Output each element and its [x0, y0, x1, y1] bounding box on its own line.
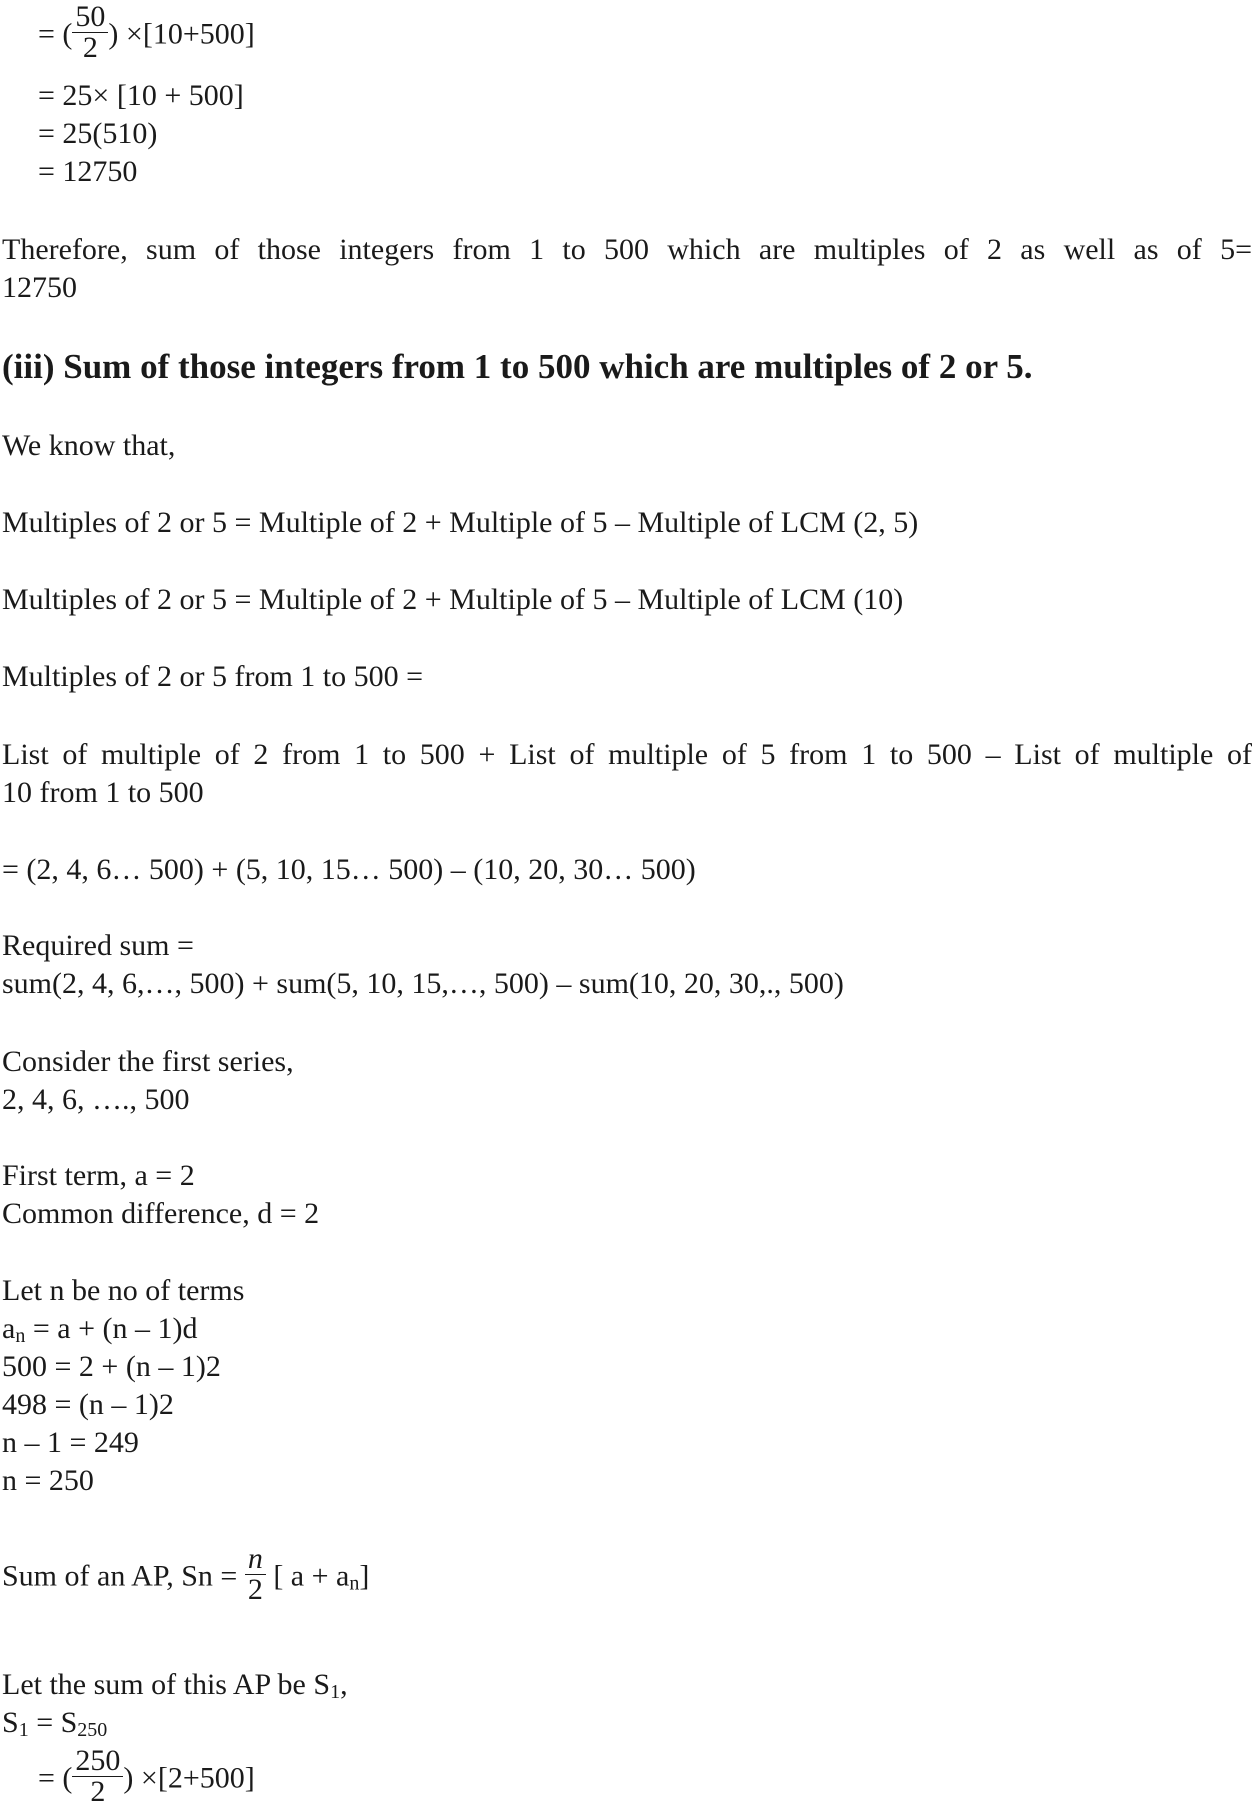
equation-step-4: n = 250	[2, 1464, 94, 1497]
sum-formula-bracket: [ a + a	[265, 1559, 350, 1593]
equation-step-2: 498 = (n – 1)2	[2, 1388, 174, 1421]
equation-step-1: 500 = 2 + (n – 1)2	[2, 1350, 221, 1383]
sum-formula-subscript: n	[349, 1572, 360, 1595]
fraction-50-over-2	[72, 2, 108, 63]
paragraph-list-line-2: 10 from 1 to 500	[2, 776, 204, 809]
term-subscript: n	[15, 1325, 26, 1347]
required-sum-expression: sum(2, 4, 6,…, 500) + sum(5, 10, 15,…, 500) – sum(10, 20, 30,., 500)	[2, 967, 844, 1000]
fraction-n-over-2	[245, 1544, 266, 1605]
fraction-numerator: n	[245, 1544, 266, 1575]
first-series-values: 2, 4, 6, …., 500	[2, 1083, 190, 1116]
eq-prefix: = (	[38, 1761, 73, 1795]
first-series-label: Consider the first series,	[2, 1045, 294, 1078]
s1-equals-s250	[2, 1705, 107, 1741]
sum-s1-comma: ,	[340, 1668, 348, 1701]
section-heading-iii: (iii) Sum of those integers from 1 to 500 which are multiples of 2 or 5.	[2, 347, 1033, 386]
eq-prefix: = (	[38, 17, 73, 51]
fraction-numerator: 250	[72, 1746, 123, 1777]
equation-last-line	[38, 1744, 255, 1811]
sum-of-ap-formula	[2, 1542, 370, 1609]
fraction-denominator: 2	[90, 1775, 106, 1808]
sum-s1-subscript: 1	[330, 1681, 341, 1703]
eq-suffix: ) ×[10+500]	[108, 17, 255, 51]
term-rest: = a + (n – 1)d	[25, 1312, 198, 1345]
sum-s1-text: Let the sum of this AP be S	[2, 1668, 331, 1701]
conclusion-line-1: Therefore, sum of those integers from 1 to 500 which are multiples of 2 as well as of 5=	[2, 233, 1252, 266]
s-subscript-250: 250	[77, 1719, 108, 1741]
sum-formula-label: Sum of an AP, Sn =	[2, 1559, 238, 1593]
equation-line-4: = 12750	[38, 155, 138, 188]
equation-line-2: = 25× [10 + 500]	[38, 79, 244, 112]
term-symbol: a	[2, 1312, 16, 1345]
s-symbol: S	[2, 1706, 19, 1739]
equation-line-3: = 25(510)	[38, 117, 158, 150]
common-difference: Common difference, d = 2	[2, 1197, 320, 1230]
paragraph-multiples-from-1-to-500: Multiples of 2 or 5 from 1 to 500 =	[2, 660, 424, 693]
equation-step-3: n – 1 = 249	[2, 1426, 139, 1459]
nth-term-formula	[2, 1311, 197, 1347]
paragraph-multiples-lcm-10: Multiples of 2 or 5 = Multiple of 2 + Multiple of 5 – Multiple of LCM (10)	[2, 583, 904, 616]
sum-s1-label	[2, 1667, 348, 1703]
s-subscript-1: 1	[18, 1719, 29, 1741]
number-of-terms-label: Let n be no of terms	[2, 1274, 245, 1307]
fraction-denominator: 2	[247, 1573, 263, 1606]
required-sum-label: Required sum =	[2, 929, 194, 962]
paragraph-multiples-lcm-2-5: Multiples of 2 or 5 = Multiple of 2 + Multiple of 5 – Multiple of LCM (2, 5)	[2, 506, 919, 539]
paragraph-we-know: We know that,	[2, 429, 176, 462]
paragraph-list-line-1: List of multiple of 2 from 1 to 500 + List of multiple of 5 from 1 to 500 – List of multiple of	[2, 738, 1252, 771]
fraction-denominator: 2	[82, 31, 98, 64]
fraction-numerator: 50	[72, 2, 108, 33]
fraction-250-over-2	[72, 1746, 123, 1807]
sum-formula-close: ]	[359, 1559, 370, 1593]
equation-line-1	[38, 0, 255, 67]
paragraph-series-expression: = (2, 4, 6… 500) + (5, 10, 15… 500) – (10, 20, 30… 500)	[2, 853, 696, 886]
first-term: First term, a = 2	[2, 1159, 195, 1192]
conclusion-line-2: 12750	[2, 271, 77, 304]
eq-suffix: ) ×[2+500]	[123, 1761, 255, 1795]
equals-s: = S	[28, 1706, 78, 1739]
